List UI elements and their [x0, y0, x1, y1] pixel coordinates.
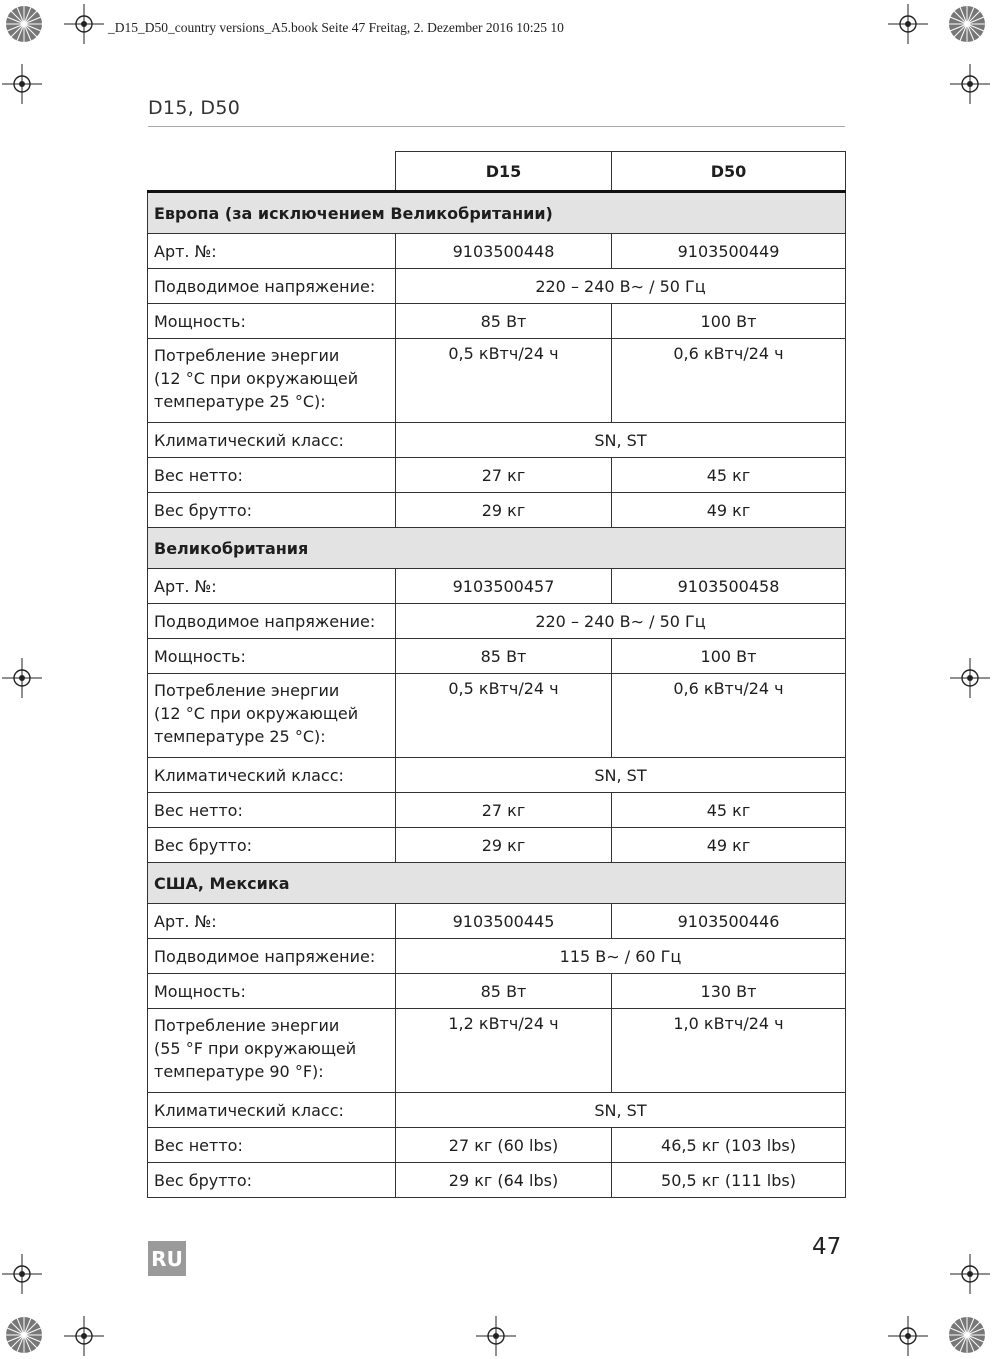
net-weight-d15: 27 кг: [396, 793, 612, 828]
table-row: [148, 1128, 846, 1163]
net-weight-d50: 45 кг: [612, 793, 846, 828]
energy-d15: 0,5 кВтч/24 ч: [396, 339, 612, 423]
row-label: Климатический класс:: [148, 758, 396, 793]
row-label: [148, 1009, 396, 1093]
power-d15: 85 Вт: [396, 639, 612, 674]
registration-mark-icon: [476, 1316, 516, 1356]
climate-class-value: SN, ST: [396, 423, 846, 458]
starburst-mark-icon: [947, 1315, 987, 1355]
language-badge: RU: [148, 1241, 186, 1276]
running-head: D15, D50: [148, 97, 241, 119]
row-label: Подводимое напряжение:: [148, 604, 396, 639]
energy-label-line: Потребление энергии: [154, 1016, 340, 1035]
energy-label-line: (55 °F при окружающей: [154, 1039, 357, 1058]
energy-d50: 0,6 кВтч/24 ч: [612, 339, 846, 423]
power-d50: 100 Вт: [612, 304, 846, 339]
column-header-d50: D50: [612, 152, 846, 192]
energy-d15: 1,2 кВтч/24 ч: [396, 1009, 612, 1093]
row-label: Вес брутто:: [148, 493, 396, 528]
power-d15: 85 Вт: [396, 304, 612, 339]
table-row: [148, 793, 846, 828]
row-label: Мощность:: [148, 639, 396, 674]
energy-label-line: температуре 25 °C):: [154, 727, 326, 746]
gross-weight-d50: 50,5 кг (111 lbs): [612, 1163, 846, 1198]
voltage-value: 220 – 240 В∼ / 50 Гц: [396, 604, 846, 639]
climate-class-value: SN, ST: [396, 758, 846, 793]
registration-mark-icon: [2, 1254, 42, 1294]
net-weight-d50: 46,5 кг (103 lbs): [612, 1128, 846, 1163]
table-row: [148, 1093, 846, 1128]
table-row: [148, 939, 846, 974]
voltage-value: 220 – 240 В∼ / 50 Гц: [396, 269, 846, 304]
table-row: [148, 1163, 846, 1198]
table-row: [148, 639, 846, 674]
energy-label-line: Потребление энергии: [154, 681, 340, 700]
row-label: Вес нетто:: [148, 793, 396, 828]
table-corner-cell: [148, 152, 396, 192]
registration-mark-icon: [950, 1254, 990, 1294]
row-label: Климатический класс:: [148, 1093, 396, 1128]
registration-mark-icon: [64, 1316, 104, 1356]
article-number-d15: 9103500457: [396, 569, 612, 604]
article-number-d50: 9103500446: [612, 904, 846, 939]
column-header-d15: D15: [396, 152, 612, 192]
table-row: [148, 828, 846, 863]
row-label: Вес нетто:: [148, 458, 396, 493]
table-row: [148, 234, 846, 269]
section-title: Европа (за исключением Великобритании): [148, 192, 846, 234]
energy-label-line: (12 °C при окружающей: [154, 704, 359, 723]
table-row: [148, 569, 846, 604]
section-header-row: [148, 863, 846, 904]
table-row: [148, 493, 846, 528]
row-label: Арт. №:: [148, 904, 396, 939]
header-divider: [148, 126, 845, 127]
energy-d50: 1,0 кВтч/24 ч: [612, 1009, 846, 1093]
starburst-mark-icon: [4, 1315, 44, 1355]
gross-weight-d50: 49 кг: [612, 493, 846, 528]
starburst-mark-icon: [947, 4, 987, 44]
table-row: [148, 758, 846, 793]
energy-d15: 0,5 кВтч/24 ч: [396, 674, 612, 758]
row-label: Вес брутто:: [148, 828, 396, 863]
table-row: [148, 674, 846, 758]
table-row: [148, 458, 846, 493]
table-row: [148, 269, 846, 304]
climate-class-value: SN, ST: [396, 1093, 846, 1128]
row-label: Подводимое напряжение:: [148, 939, 396, 974]
row-label: [148, 674, 396, 758]
gross-weight-d50: 49 кг: [612, 828, 846, 863]
gross-weight-d15: 29 кг: [396, 493, 612, 528]
row-label: Арт. №:: [148, 569, 396, 604]
power-d50: 130 Вт: [612, 974, 846, 1009]
starburst-mark-icon: [4, 4, 44, 44]
row-label: Вес брутто:: [148, 1163, 396, 1198]
table-row: [148, 339, 846, 423]
table-row: [148, 974, 846, 1009]
table-row: [148, 604, 846, 639]
table-row: [148, 304, 846, 339]
row-label: Мощность:: [148, 304, 396, 339]
article-number-d15: 9103500448: [396, 234, 612, 269]
row-label: Арт. №:: [148, 234, 396, 269]
table-row: [148, 423, 846, 458]
energy-d50: 0,6 кВтч/24 ч: [612, 674, 846, 758]
row-label: Мощность:: [148, 974, 396, 1009]
section-title: Великобритания: [148, 528, 846, 569]
section-title: США, Мексика: [148, 863, 846, 904]
article-number-d50: 9103500458: [612, 569, 846, 604]
net-weight-d15: 27 кг: [396, 458, 612, 493]
article-number-d15: 9103500445: [396, 904, 612, 939]
registration-mark-icon: [888, 1316, 928, 1356]
row-label: [148, 339, 396, 423]
power-d50: 100 Вт: [612, 639, 846, 674]
registration-mark-icon: [2, 64, 42, 104]
section-header-row: [148, 528, 846, 569]
registration-mark-icon: [950, 658, 990, 698]
section-header-row: [148, 192, 846, 234]
specifications-table: [147, 151, 846, 1198]
gross-weight-d15: 29 кг (64 lbs): [396, 1163, 612, 1198]
energy-label-line: температуре 90 °F):: [154, 1062, 324, 1081]
row-label: Подводимое напряжение:: [148, 269, 396, 304]
table-header-row: [148, 152, 846, 192]
registration-mark-icon: [64, 4, 104, 44]
page-number: 47: [812, 1234, 842, 1260]
registration-mark-icon: [950, 64, 990, 104]
voltage-value: 115 В∼ / 60 Гц: [396, 939, 846, 974]
row-label: Климатический класс:: [148, 423, 396, 458]
article-number-d50: 9103500449: [612, 234, 846, 269]
table-row: [148, 904, 846, 939]
print-slug: _D15_D50_country versions_A5.book Seite 47 Freitag, 2. Dezember 2016 10:25 10: [108, 20, 564, 35]
power-d15: 85 Вт: [396, 974, 612, 1009]
net-weight-d50: 45 кг: [612, 458, 846, 493]
energy-label-line: (12 °C при окружающей: [154, 369, 359, 388]
row-label: Вес нетто:: [148, 1128, 396, 1163]
table-row: [148, 1009, 846, 1093]
registration-mark-icon: [888, 4, 928, 44]
net-weight-d15: 27 кг (60 lbs): [396, 1128, 612, 1163]
registration-mark-icon: [2, 658, 42, 698]
energy-label-line: температуре 25 °C):: [154, 392, 326, 411]
energy-label-line: Потребление энергии: [154, 346, 340, 365]
gross-weight-d15: 29 кг: [396, 828, 612, 863]
